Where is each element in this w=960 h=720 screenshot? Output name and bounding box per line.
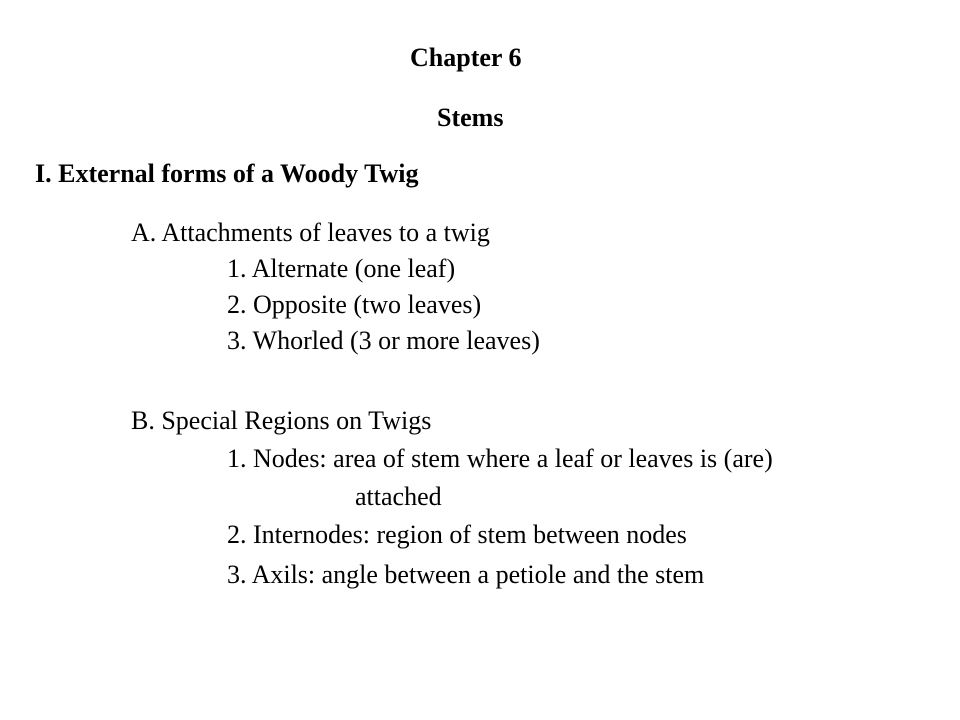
list-item-nodes: 1. Nodes: area of stem where a leaf or leaves is (are) <box>227 444 773 473</box>
list-item-internodes: 2. Internodes: region of stem between nodes <box>227 520 687 549</box>
page-title: Stems <box>437 103 504 132</box>
chapter-heading: Chapter 6 <box>410 43 522 72</box>
section-heading: I. External forms of a Woody Twig <box>35 159 419 188</box>
list-item-nodes-continuation: attached <box>355 482 442 511</box>
subsection-b-heading: B. Special Regions on Twigs <box>131 406 432 435</box>
list-item-whorled: 3. Whorled (3 or more leaves) <box>227 326 540 355</box>
list-item-axils: 3. Axils: angle between a petiole and the stem <box>227 560 705 589</box>
list-item-opposite: 2. Opposite (two leaves) <box>227 290 482 319</box>
list-item-alternate: 1. Alternate (one leaf) <box>227 254 456 283</box>
subsection-a-heading: A. Attachments of leaves to a twig <box>131 218 490 247</box>
